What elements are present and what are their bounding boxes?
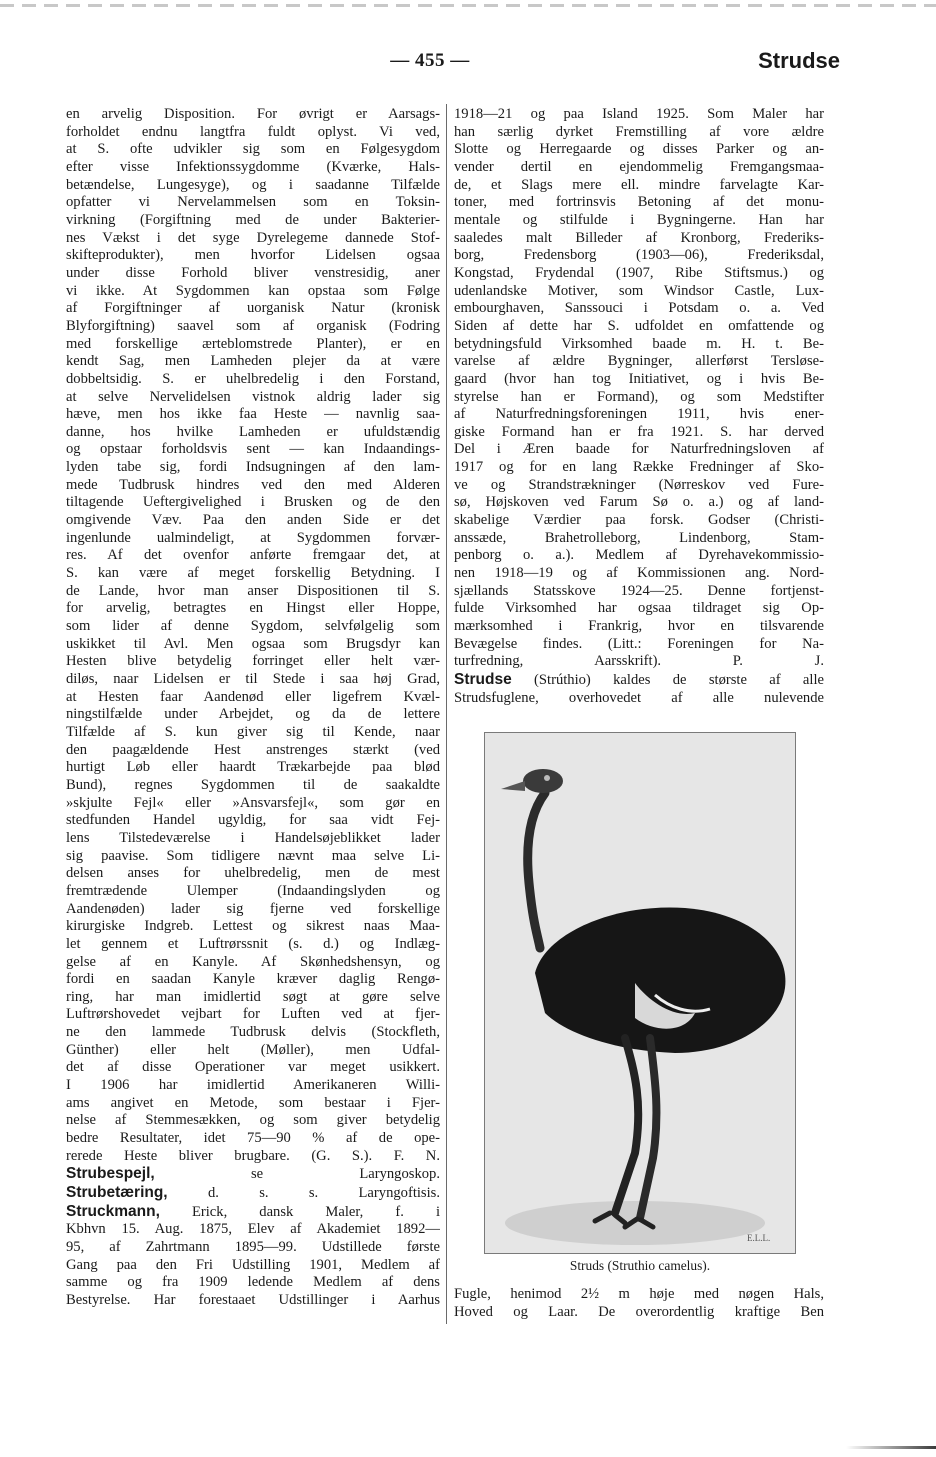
left-column-line: ams angivet en Metode, som bestaar i Fjer-	[66, 1094, 440, 1111]
left-column-line: for arvelig, betragtes en Hingst eller Hoppe,	[66, 600, 440, 617]
entry-strubetaering-text: d. s. s. Laryngoftisis.	[207, 1185, 440, 1202]
right-column-line: varelse af ældre Bygninger, allerførst Tersløse-	[454, 353, 824, 370]
right-column-line: turfredning, Aarsskrift). P. J.	[454, 653, 824, 670]
right-column-line: styrelse han er Formand), og som Medstifter	[454, 388, 824, 405]
top-scan-rule	[0, 4, 936, 7]
right-column-line: sjællands Statsskove 1924—25. Denne fortjenst-	[454, 582, 824, 599]
left-column-line: S. kan være af meget forskellig Betydning. I	[66, 565, 440, 582]
right-column-line: sø, Højskoven ved Farum Sø o. a.) og af land-	[454, 494, 824, 511]
right-column-line: han særlig dyrket Fremstilling af vore ældre	[454, 123, 824, 140]
right-column-line: vender dertil en ejendommelig Fremgangsmaa-	[454, 158, 824, 175]
struckmann-line: samme og fra 1909 ledende Medlem af dens	[66, 1274, 440, 1291]
left-column-line: Tilfælde af S. kun giver sig til Kende, naar	[66, 723, 440, 740]
ostrich-drawing	[485, 733, 795, 1253]
ostrich-eye	[544, 775, 550, 781]
right-column-line: de, et Slags mere ell. mindre farvelagte Kar-	[454, 176, 824, 193]
right-column-line: mærksomhed i Frankrig, hvor en tilsvarende	[454, 618, 824, 635]
page-number: — 455 —	[390, 50, 470, 71]
left-column-line: kirurgiske Indgreb. Lettest og sikrest naas Maa-	[66, 918, 440, 935]
left-column-line: bedre Resultater, idet 75—90 % af de ope-	[66, 1130, 440, 1147]
entry-strubespejl	[66, 1165, 440, 1184]
entry-strubespejl-text: se Laryngoskop.	[250, 1166, 440, 1183]
left-column-line: mede Tudbrusk hindres ved den med Alderen	[66, 476, 440, 493]
entry-struckmann-first-text: Erick, dansk Maler, f. i	[191, 1203, 440, 1220]
ostrich-illustration	[484, 732, 796, 1254]
figure-caption: Struds (Struthio camelus).	[569, 1258, 711, 1273]
left-column-line: virkning (Forgiftning med de under Bakterier-	[66, 211, 440, 228]
left-column-line: betændelse, Lungesyge), og i saadanne Tilfælde	[66, 176, 440, 193]
left-column-line: ring, har man imidlertid søgt at gøre selve	[66, 988, 440, 1005]
left-column-line: som lider af denne Sygdom, selvfølgelig som	[66, 618, 440, 635]
right-column-line: borg, Fredensborg (1903—06), Frederiksdal,	[454, 247, 824, 264]
right-column-line: betydningsfuld Virksomhed baade m. H. t. Be-	[454, 335, 824, 352]
left-column-line: Aandenøden) lader sig fjerne ved forskellige	[66, 900, 440, 917]
left-column-line: gelse af en Kanyle. Af Skønhedshensyn, og	[66, 953, 440, 970]
left-column-line: let gennem et Luftrørssnit (s. d.) og Indlæg-	[66, 935, 440, 952]
struckmann-line: 95, af Zahrtmann 1895—99. Udstillede første	[66, 1239, 440, 1255]
left-column-line: skifteprodukter), men hvorfor Lidelsen ogsaa	[66, 247, 440, 264]
right-column-line: 1917 og for en lang Række Fredninger af Sko-	[454, 459, 824, 476]
left-column-line: hæve, men hos ikke faa Heste — navnlig saa-	[66, 406, 440, 423]
column-divider	[446, 104, 447, 1324]
left-column-line: efter visse Infektionssygdomme (Kværke, Hals-	[66, 158, 440, 175]
left-column-line: delsen anses for uhelbredelig, men de mest	[66, 865, 440, 882]
left-column-line: nelse af Stemmesækken, og som giver betydelig	[66, 1112, 440, 1129]
left-column-line: en arvelig Disposition. For øvrigt er Aarsags-	[66, 106, 440, 122]
left-column-line: lyden tabe sig, fordi Indsugningen af den lam-	[66, 459, 440, 476]
right-column-line: af Naturfredningsforeningen 1911, hvis ener-	[454, 406, 824, 423]
left-column-line: I 1906 har imidlertid Amerikaneren Willi-	[66, 1077, 440, 1094]
left-column-line: opfatter vi Nervelammelsen som en Toksin-	[66, 194, 440, 211]
left-column-line: diløs, naar Lidelsen er til Stede i saa høj Grad,	[66, 671, 440, 687]
right-column	[454, 106, 824, 707]
left-column-line: den paagældende Hest anstrenges stærkt (ved	[66, 741, 440, 758]
left-column-line: af Forgiftninger af uorganisk Natur (kronisk	[66, 300, 440, 317]
right-column-continued	[454, 1286, 824, 1321]
headword-strudse: Strudse	[454, 671, 512, 688]
running-head: Strudse	[758, 48, 840, 73]
left-column-line: forholdet endnu langtfra fuldt oplyst. Vi ved,	[66, 123, 440, 140]
right-column-continued-body	[454, 1286, 824, 1321]
entry-strudse-first-text: (Strúthio) kaldes de største af alle	[534, 672, 824, 688]
left-column-line: Luftrørshovedet vejbart for Luften ved at fjer-	[66, 1006, 440, 1023]
right-column-line: penborg o. a.). Medlem af Dyrehavekommissio-	[454, 547, 824, 564]
right-column-line: giske Formand han er fra 1921. S. har derved	[454, 423, 824, 440]
left-column-line: Bund), regnes Sygdommen til de saakaldte	[66, 776, 440, 793]
left-column-line: at S. ofte udvikler sig som en Følgesygdom	[66, 141, 440, 158]
left-column-line: »skjulte Fejl« eller »Ansvarsfejl«, som gør en	[66, 794, 440, 811]
right-column-continued-line: Hoved og Laar. De overordentlig kraftige Ben	[454, 1303, 824, 1320]
headword-strubetaering: Strubetæring,	[66, 1184, 168, 1202]
left-column-line: res. Af det ovenfor anførte fremgaar det, at	[66, 547, 440, 564]
left-column-line: nes Vækst i det syge Dyrelegeme dannede Stof-	[66, 229, 440, 246]
right-column-line: 1918—21 og paa Island 1925. Som Maler har	[454, 106, 824, 122]
left-column-line: under disse Forhold bliver venstresidig, aner	[66, 264, 440, 281]
ostrich-head	[523, 769, 563, 793]
right-column-continued-line: Fugle, henimod 2½ m høje med nøgen Hals,	[454, 1286, 824, 1302]
left-column-line: og opstaar forholdsvis sent — kan Indaandings-	[66, 441, 440, 458]
right-column-line: gaard (hvor han tog Initiativet, og i hvis Be-	[454, 370, 824, 387]
entry-struckmann-first-line	[66, 1203, 440, 1222]
right-column-line: Siden af dette har S. udfoldet en omfattende og	[454, 317, 824, 334]
right-column-line: toner, med fortrinsvis Betoning af det monu-	[454, 194, 824, 211]
left-column-line: dobbeltsidig. S. er uhelbredelig i den Forstand,	[66, 370, 440, 387]
right-column-line: udenlandske Motiver, som Windsor Castle, Lux-	[454, 282, 824, 299]
struckmann-line: Bestyrelse. Har forestaaet Udstillinger i Aarhus	[66, 1291, 440, 1308]
headword-struckmann: Struckmann,	[66, 1202, 160, 1220]
left-column-line: ne den lammede Tudbrusk delvis (Stockfleth,	[66, 1024, 440, 1041]
left-column-line: stedfunden Handel ugyldig, for saa vidt Fej-	[66, 812, 440, 829]
right-column-line: Del i Æren baade for Naturfredningsloven af	[454, 441, 824, 458]
right-column-line: anssæde, Brahetrolleborg, Lindenborg, Stam-	[454, 529, 824, 546]
scan-edge-mark	[846, 1446, 936, 1449]
left-column-line: Günther) eller helt (Møller), men Udfal-	[66, 1041, 440, 1058]
left-column-line: vi ikke. At Sygdommen kan opstaa som Følge	[66, 282, 440, 299]
entry-strubetaering	[66, 1184, 440, 1203]
right-column-line: Kongstad, Frydendal (1907, Ribe Stiftsmus.) og	[454, 264, 824, 281]
right-column-line: fulde Virksomhed har ogsaa tildraget sig Op-	[454, 600, 824, 617]
right-column-line: embourghaven, Sanssouci i Potsdam o. a. Ved	[454, 300, 824, 317]
left-column-line: uskikket til Avl. Men ogsaa som Brugsdyr kan	[66, 635, 440, 652]
left-column-line: fremtrædende Ulemper (Indaandingslyden og	[66, 882, 440, 899]
left-column-line: kendt Sag, men Lamheden plejer da at være	[66, 353, 440, 370]
illustrator-signature: E.L.L.	[747, 1233, 771, 1243]
right-column-line: ve og Strandstrækninger (Nørreskov ved Fure-	[454, 476, 824, 493]
left-column-body	[66, 106, 440, 1165]
left-column-line: de Lande, hvor man anser Dispositionen til S.	[66, 582, 440, 599]
left-column-line: at Hesten faar Aandenød eller ligefrem Kvæl-	[66, 688, 440, 705]
left-column-line: sig paavise. Som tidligere nævnt maa selve Li-	[66, 847, 440, 864]
left-column-line: hurtigt Løb eller haardt Trækarbejde paa blød	[66, 759, 440, 776]
left-column-line: det af disse Operationer var meget usikkert.	[66, 1059, 440, 1076]
left-column-line: fordi en saadan Kanyle kræver daglig Rengø-	[66, 971, 440, 988]
struckmann-line: Kbhvn 15. Aug. 1875, Elev af Akademiet 1892—	[66, 1221, 440, 1238]
entry-strudse-first-line	[454, 671, 824, 690]
right-column-line: nen 1918—19 og af Kommissionen ang. Nord-	[454, 565, 824, 582]
left-column-line: Hesten blive betydelig forringet eller helt vær-	[66, 653, 440, 670]
left-column-line: lens Tilstedeværelse i Handelsøjeblikket lader	[66, 829, 440, 846]
left-column-line: danne, hos hvilke Lamheden er ufuldstændig	[66, 423, 440, 440]
headword-strubespejl: Strubespejl,	[66, 1165, 155, 1183]
left-column-line: Blyforgiftning) saavel som af organisk (Fodring	[66, 317, 440, 334]
left-column-line: omgivende Væv. Paa den anden Side er det	[66, 512, 440, 529]
left-column-line: ingenlunde ualmindeligt, at Sygdommen forvær-	[66, 529, 440, 546]
entry-struckmann-body	[66, 1221, 440, 1309]
left-column-line: at selve Nervelidelsen vistnok aldrig lader sig	[66, 388, 440, 405]
left-column-line: tiltagende Ueftergivelighed i Brusken og de den	[66, 494, 440, 511]
right-column-line: mentale og stilfulde i Bygningerne. Han har	[454, 211, 824, 228]
right-column-line: skabelige Værdier paa forsk. Godser (Christi-	[454, 512, 824, 529]
struckmann-line: Gang paa den Fri Udstilling 1901, Medlem af	[66, 1256, 440, 1273]
left-column-line: rerede Heste bliver brugbare. (G. S.). F. N.	[66, 1147, 440, 1164]
entry-strudse-second-line: Strudsfuglene, overhovedet af alle nulevende	[454, 689, 824, 706]
left-column-line: med forskellige ærteblomstrede Planter), er en	[66, 335, 440, 352]
left-column	[66, 106, 440, 1310]
right-column-line: saaledes malt Billeder af Kronborg, Frederiks-	[454, 229, 824, 246]
right-column-body	[454, 106, 824, 671]
right-column-line: Slotte og Herregaarde og disses Parker og an-	[454, 141, 824, 158]
right-column-line: Bevægelse findes. (Litt.: Foreningen for Na-	[454, 635, 824, 652]
left-column-line: ningstilfælde under Arbejdet, og da de lettere	[66, 706, 440, 723]
